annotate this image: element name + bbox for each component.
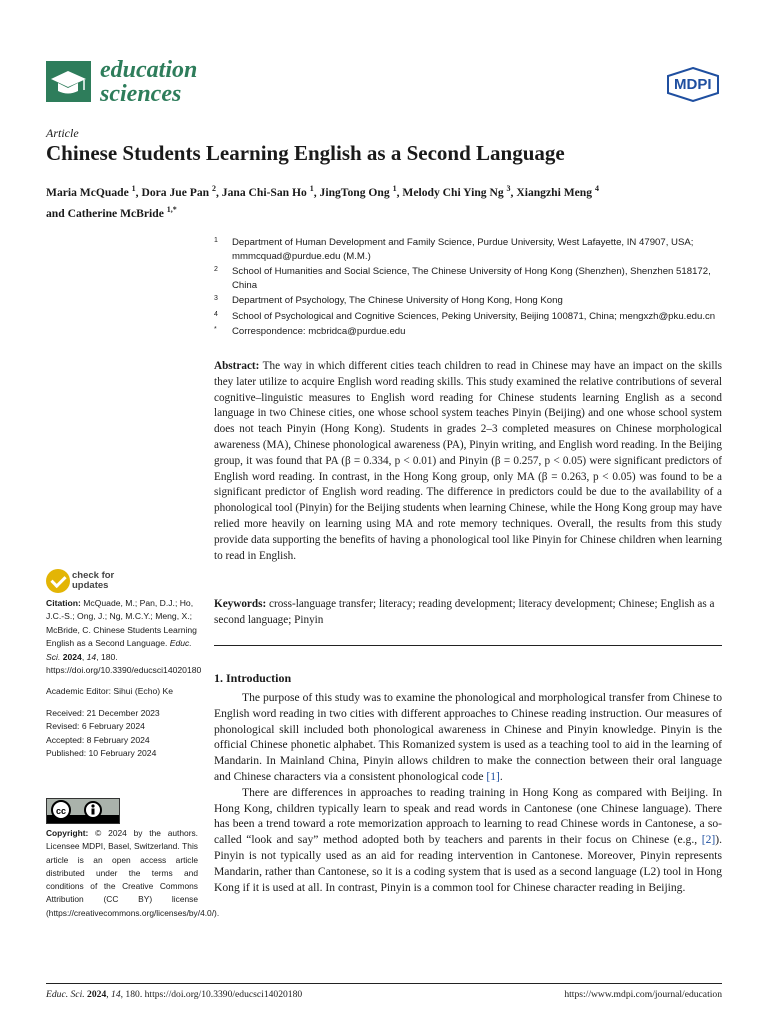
abstract-text: The way in which different cities teach children to read in Chinese may have an impact on the skills they later utilize to acquire English word reading skills. This study examined the relative contributions of several cognitive–linguistic measures to English word reading for Chinese students learning English as a second language in two Chinese cities, one whose school system teaches Pinyin (Beijing) and one whose school system does not teach Pinyin (Hong Kong). Students in grades 2–3 completed measures on Chinese morphological awareness (MA), Chinese phonological awareness (PA), Pinyin writing, and English word reading. In the Beijing group, it was found that PA (β = 0.334, p < 0.01) and Pinyin (β = 0.257, p < 0.05) were significant predictors of English word reading. In contrast, in the Hong Kong group, only MA (β = 0.263, p < 0.05) was found to be a significant predictor of English word reading. The difference in predictors could be due to the availability of a phonological tool (Pinyin) for the Beijing students when learning Chinese, while the Hong Kong group may have relied more heavily on learning using MA and rote memory techniques. Overall, the results from this study provide data supporting the benefits of having a phonological tool like Pinyin for Chinese children when learning to read in English. xyxy=(214,360,723,562)
keywords-text: cross-language transfer; literacy; reading development; literacy development; Chinese; English as a second language; Pinyin xyxy=(214,598,715,626)
affiliation-text: Department of Psychology, The Chinese University of Hong Kong, Hong Kong xyxy=(232,295,563,306)
footer-citation: Educ. Sci. 2024, 14, 180. https://doi.org/10.3390/educsci14020180 xyxy=(46,989,303,1000)
affiliation-item xyxy=(214,265,724,292)
author-name: Jana Chi-San Ho xyxy=(221,185,307,199)
check-updates-icon xyxy=(46,569,70,593)
graduation-cap-icon xyxy=(46,61,91,102)
author-name: Maria McQuade xyxy=(46,185,129,199)
author-name: JingTong Ong xyxy=(319,185,390,199)
citation-doi[interactable]: , 180. https://doi.org/10.3390/educsci14020180 xyxy=(46,651,202,676)
publisher-name: MDPI xyxy=(674,76,712,93)
journal-name-line2: sciences xyxy=(100,81,182,107)
keywords-label: Keywords: xyxy=(214,598,267,610)
citation-block: Citation: McQuade, M.; Pan, D.J.; Ho, J.C.-S.; Ong, J.; Ng, M.C.Y.; Meng, X.; McBride, C. Chinese Students Learning English as a Second Language. Educ. Sci. 2024, 14, 180. https://doi.org/10.3390/educsci14020180 xyxy=(46,598,202,676)
cc-by-license-badge[interactable] xyxy=(46,798,120,824)
intro-body xyxy=(214,690,722,895)
copyright-text: © 2024 by the authors. Licensee MDPI, Basel, Switzerland. This article is an open access article distributed under the terms and conditions of the Creative Commons Attribution (CC BY) license (https://creativecommons.org/licenses/by/4.0/). xyxy=(46,828,220,918)
author-affil-sup: 4 xyxy=(594,184,599,193)
citation-label: Citation: xyxy=(46,598,81,608)
affiliation-text: School of Psychological and Cognitive Sciences, Peking University, Beijing 100871, China; mengxzh@pku.edu.cn xyxy=(232,310,716,322)
footer-journal-url[interactable]: https://www.mdpi.com/journal/education xyxy=(564,989,722,1000)
footer-journal: Educ. Sci. xyxy=(46,989,85,1000)
journal-logo-icon xyxy=(46,61,91,102)
check-for-updates-button[interactable] xyxy=(46,569,126,597)
affiliation-text: Correspondence: mcbridca@purdue.edu xyxy=(232,326,406,337)
author-affil-sup: 2 xyxy=(212,184,216,193)
intro-paragraph xyxy=(214,690,722,785)
author-affil-sup: 1 xyxy=(392,184,397,193)
published-date: Published: 10 February 2024 xyxy=(46,748,157,759)
affiliation-item xyxy=(214,294,724,308)
footer-divider xyxy=(46,983,722,984)
author-list: Maria McQuade $^1$, Dora Jue Pan $^2$, Jana Chi-San Ho $^1$, JingTong Ong $^1$, Melody Chi Ying Ng $^3$, Xiangzhi Meng $^4$ and Catherine McBride $^{1,*}$ xyxy=(46,184,599,220)
footer-year: 2024 xyxy=(87,989,107,1000)
academic-editor: Academic Editor: Sihui (Echo) Ke xyxy=(46,686,174,697)
svg-text:cc: cc xyxy=(55,806,67,816)
author-name: Xiangzhi Meng xyxy=(516,185,593,199)
paragraph-text: . xyxy=(499,769,503,783)
paragraph-text: The purpose of this study was to examine the phonological and morphological transfer from Chinese to English word reading in two cities with different approaches to Chinese reading instruction. Our measures of phonological skill included both phonological awareness in Chinese and Pinyin knowledge. Pinyin is the official Chinese phonetic alphabet. This Romanized system is used as a teaching tool to aid in the learning of Mandarin. In Mainland China, Pinyin allows children to make the connection between their oral language and Chinese characters via a consistent phonological code xyxy=(214,691,722,783)
cc-by-icon xyxy=(47,799,119,823)
abstract-label: Abstract: xyxy=(214,360,260,372)
citation-link[interactable]: [1] xyxy=(486,769,500,783)
accepted-date: Accepted: 8 February 2024 xyxy=(46,734,150,745)
abstract xyxy=(214,359,722,564)
affiliation-text: Department of Human Development and Family Science, Purdue University, West Lafayette, IN 47907, USA; mmmcquad@purdue.edu (M.M.) xyxy=(232,237,694,262)
author-affil-sup: 3 xyxy=(506,184,511,193)
publisher-logo xyxy=(666,67,720,102)
affiliation-number: 4 xyxy=(214,310,218,318)
author-name: Dora Jue Pan xyxy=(141,185,210,199)
citation-year: 2024 xyxy=(62,651,82,662)
journal-name-line1: education xyxy=(100,57,198,83)
author-name: Melody Chi Ying Ng xyxy=(402,185,504,199)
author-name: Catherine McBride xyxy=(67,206,164,220)
author-affil-sup: 1 xyxy=(131,184,136,193)
check-updates-line2: updates xyxy=(72,580,109,591)
citation-journal: Educ. Sci. xyxy=(46,638,192,662)
check-updates-label xyxy=(72,571,114,591)
paper-title: Chinese Students Learning English as a Second Language xyxy=(46,141,565,165)
keywords xyxy=(214,597,722,628)
citation-link[interactable]: [2] xyxy=(701,833,716,847)
author-affil-sup: 1,* xyxy=(166,204,177,214)
article-info-sidebar xyxy=(46,597,202,760)
citation-text: McQuade, M.; Pan, D.J.; Ho, J.C.-S.; Ong, J.; Ng, M.C.Y.; Meng, X.; McBride, C. Chinese Students Learning English as a Second Language. xyxy=(46,598,197,649)
author-affil-sup: 1 xyxy=(309,184,314,193)
check-updates-line1: check for xyxy=(72,570,115,581)
copyright-label: Copyright: xyxy=(46,828,89,838)
intro-paragraph xyxy=(214,785,722,896)
affiliations xyxy=(214,236,724,341)
section-divider xyxy=(214,645,722,646)
affiliation-number: 1 xyxy=(214,237,218,244)
copyright-notice xyxy=(46,827,220,920)
affiliation-number: 2 xyxy=(214,266,218,273)
affiliation-number: 3 xyxy=(214,295,218,302)
affiliation-item xyxy=(214,325,724,339)
footer-volume: 14 xyxy=(111,989,121,1000)
received-date: Received: 21 December 2023 xyxy=(46,707,160,718)
revised-date: Revised: 6 February 2024 xyxy=(46,721,145,732)
citation-volume: 14 xyxy=(86,651,97,662)
affiliation-item xyxy=(214,310,724,324)
paragraph-text: ). Pinyin is not typically used as an aid for reading intervention in Cantonese. Moreover, Pinyin represents Mandarin, rather than Cantonese, so it is a coding system that is used as a second language (L2) tool in Hong Kong if it is used at all. In contrast, Pinyin is a common tool for Chinese character reading in Beijing. xyxy=(214,833,722,894)
affiliation-number: * xyxy=(214,326,217,333)
footer-doi[interactable]: , 180. https://doi.org/10.3390/educsci14020180 xyxy=(120,989,303,1000)
article-type: Article xyxy=(46,126,79,140)
affiliation-text: School of Humanities and Social Science, The Chinese University of Hong Kong (Shenzhen), Shenzhen 518172, China xyxy=(232,266,711,291)
section-heading: 1. Introduction xyxy=(214,671,292,685)
journal-name xyxy=(100,58,197,106)
paragraph-text: There are differences in approaches to reading training in Hong Kong as compared with Beijing. In Hong Kong, children typically learn to speak and read words in Cantonese (one Chinese language). There has been a trend toward a rote memorization approach to learning to read Chinese words in Cantonese, a so-called “look and say” method adopted both by teachers and parents in their focus on Chinese (e.g., xyxy=(214,785,722,847)
affiliation-item xyxy=(214,236,724,263)
